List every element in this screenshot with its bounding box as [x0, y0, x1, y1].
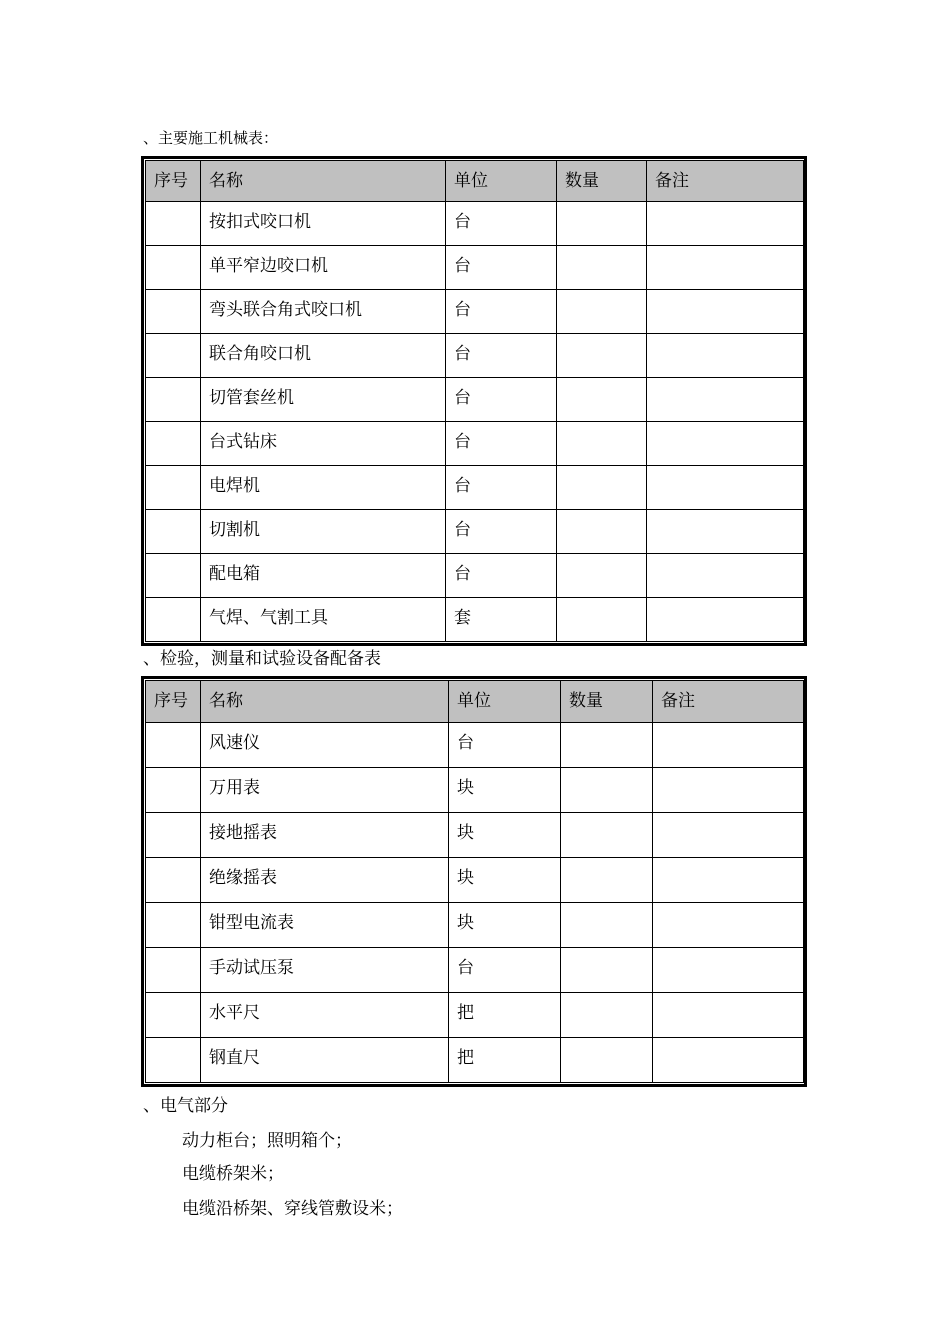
cell-unit: 把 — [449, 993, 561, 1038]
cell-index — [146, 948, 201, 993]
machinery-table-frame — [141, 156, 807, 646]
cell-unit: 台 — [446, 466, 557, 510]
cell-remarks — [653, 723, 804, 768]
cell-name: 联合角咬口机 — [201, 334, 446, 378]
cell-quantity — [557, 510, 647, 554]
cell-unit: 块 — [449, 903, 561, 948]
table-row — [146, 422, 804, 466]
cell-unit: 块 — [449, 768, 561, 813]
table-row — [146, 903, 804, 948]
cell-name: 台式钻床 — [201, 422, 446, 466]
cell-unit: 台 — [446, 510, 557, 554]
cell-quantity — [557, 246, 647, 290]
cell-index — [146, 290, 201, 334]
cell-quantity — [561, 858, 653, 903]
cell-name: 切管套丝机 — [201, 378, 446, 422]
machinery-table — [145, 160, 804, 642]
header-index: 序号 — [146, 161, 201, 202]
cell-quantity — [561, 723, 653, 768]
cell-index — [146, 554, 201, 598]
cell-unit: 台 — [446, 290, 557, 334]
testing-table — [145, 680, 804, 1083]
header-index: 序号 — [146, 681, 201, 723]
cell-name: 风速仪 — [201, 723, 449, 768]
table-row — [146, 290, 804, 334]
cell-remarks — [647, 378, 804, 422]
cell-name: 钢直尺 — [201, 1038, 449, 1083]
electrical-line-cable-laying: 电缆沿桥架、穿线管敷设米； — [182, 1199, 403, 1219]
cell-name: 单平窄边咬口机 — [201, 246, 446, 290]
cell-unit: 台 — [446, 202, 557, 246]
table-row — [146, 723, 804, 768]
cell-quantity — [557, 554, 647, 598]
cell-unit: 块 — [449, 858, 561, 903]
cell-index — [146, 813, 201, 858]
cell-name: 气焊、气割工具 — [201, 598, 446, 642]
cell-remarks — [653, 948, 804, 993]
cell-remarks — [647, 466, 804, 510]
cell-quantity — [557, 378, 647, 422]
cell-quantity — [561, 903, 653, 948]
machinery-table-title: 、主要施工机械表： — [143, 129, 279, 147]
table-row — [146, 768, 804, 813]
header-unit: 单位 — [446, 161, 557, 202]
table-row — [146, 1038, 804, 1083]
header-name: 名称 — [201, 681, 449, 723]
cell-index — [146, 378, 201, 422]
cell-index — [146, 202, 201, 246]
header-name: 名称 — [201, 161, 446, 202]
cell-name: 绝缘摇表 — [201, 858, 449, 903]
cell-quantity — [557, 422, 647, 466]
cell-unit: 台 — [449, 948, 561, 993]
cell-remarks — [647, 334, 804, 378]
table-row — [146, 466, 804, 510]
cell-index — [146, 422, 201, 466]
cell-index — [146, 723, 201, 768]
cell-quantity — [561, 948, 653, 993]
cell-unit: 把 — [449, 1038, 561, 1083]
table-row — [146, 378, 804, 422]
electrical-section-title: 、电气部分 — [143, 1096, 228, 1116]
table-row — [146, 554, 804, 598]
cell-unit: 台 — [446, 422, 557, 466]
cell-quantity — [561, 1038, 653, 1083]
header-remarks: 备注 — [653, 681, 804, 723]
table-row — [146, 993, 804, 1038]
cell-unit: 套 — [446, 598, 557, 642]
header-unit: 单位 — [449, 681, 561, 723]
cell-name: 水平尺 — [201, 993, 449, 1038]
cell-unit: 台 — [446, 554, 557, 598]
cell-quantity — [557, 290, 647, 334]
cell-remarks — [653, 768, 804, 813]
testing-header-row — [146, 681, 804, 723]
cell-name: 切割机 — [201, 510, 446, 554]
table-row — [146, 813, 804, 858]
cell-quantity — [557, 466, 647, 510]
table-row — [146, 246, 804, 290]
testing-table-title: 、检验，测量和试验设备配备表 — [143, 649, 381, 669]
electrical-line-cabinets: 动力柜台；照明箱个； — [182, 1131, 352, 1151]
cell-index — [146, 903, 201, 948]
table-row — [146, 202, 804, 246]
cell-quantity — [561, 768, 653, 813]
cell-name: 接地摇表 — [201, 813, 449, 858]
machinery-header-row — [146, 161, 804, 202]
cell-remarks — [653, 858, 804, 903]
cell-name: 电焊机 — [201, 466, 446, 510]
cell-unit: 台 — [446, 378, 557, 422]
cell-remarks — [647, 290, 804, 334]
testing-table-frame — [141, 676, 807, 1087]
cell-index — [146, 466, 201, 510]
cell-index — [146, 1038, 201, 1083]
cell-index — [146, 246, 201, 290]
cell-remarks — [653, 1038, 804, 1083]
cell-index — [146, 858, 201, 903]
cell-unit: 台 — [446, 334, 557, 378]
cell-name: 弯头联合角式咬口机 — [201, 290, 446, 334]
cell-name: 手动试压泵 — [201, 948, 449, 993]
cell-unit: 块 — [449, 813, 561, 858]
cell-remarks — [647, 202, 804, 246]
table-row — [146, 334, 804, 378]
table-row — [146, 858, 804, 903]
cell-index — [146, 993, 201, 1038]
cell-quantity — [561, 813, 653, 858]
cell-index — [146, 768, 201, 813]
table-row — [146, 510, 804, 554]
cell-index — [146, 598, 201, 642]
cell-remarks — [647, 422, 804, 466]
header-remarks: 备注 — [647, 161, 804, 202]
cell-quantity — [557, 202, 647, 246]
cell-quantity — [557, 598, 647, 642]
cell-remarks — [653, 993, 804, 1038]
cell-remarks — [647, 554, 804, 598]
table-row — [146, 598, 804, 642]
cell-remarks — [647, 246, 804, 290]
cell-remarks — [653, 903, 804, 948]
cell-quantity — [561, 993, 653, 1038]
header-quantity: 数量 — [557, 161, 647, 202]
cell-index — [146, 334, 201, 378]
cell-unit: 台 — [449, 723, 561, 768]
cell-quantity — [557, 334, 647, 378]
cell-remarks — [647, 510, 804, 554]
cell-remarks — [647, 598, 804, 642]
cell-remarks — [653, 813, 804, 858]
table-row — [146, 948, 804, 993]
cell-name: 按扣式咬口机 — [201, 202, 446, 246]
cell-index — [146, 510, 201, 554]
cell-unit: 台 — [446, 246, 557, 290]
electrical-line-cable-tray: 电缆桥架米； — [182, 1164, 284, 1184]
cell-name: 万用表 — [201, 768, 449, 813]
cell-name: 配电箱 — [201, 554, 446, 598]
header-quantity: 数量 — [561, 681, 653, 723]
cell-name: 钳型电流表 — [201, 903, 449, 948]
